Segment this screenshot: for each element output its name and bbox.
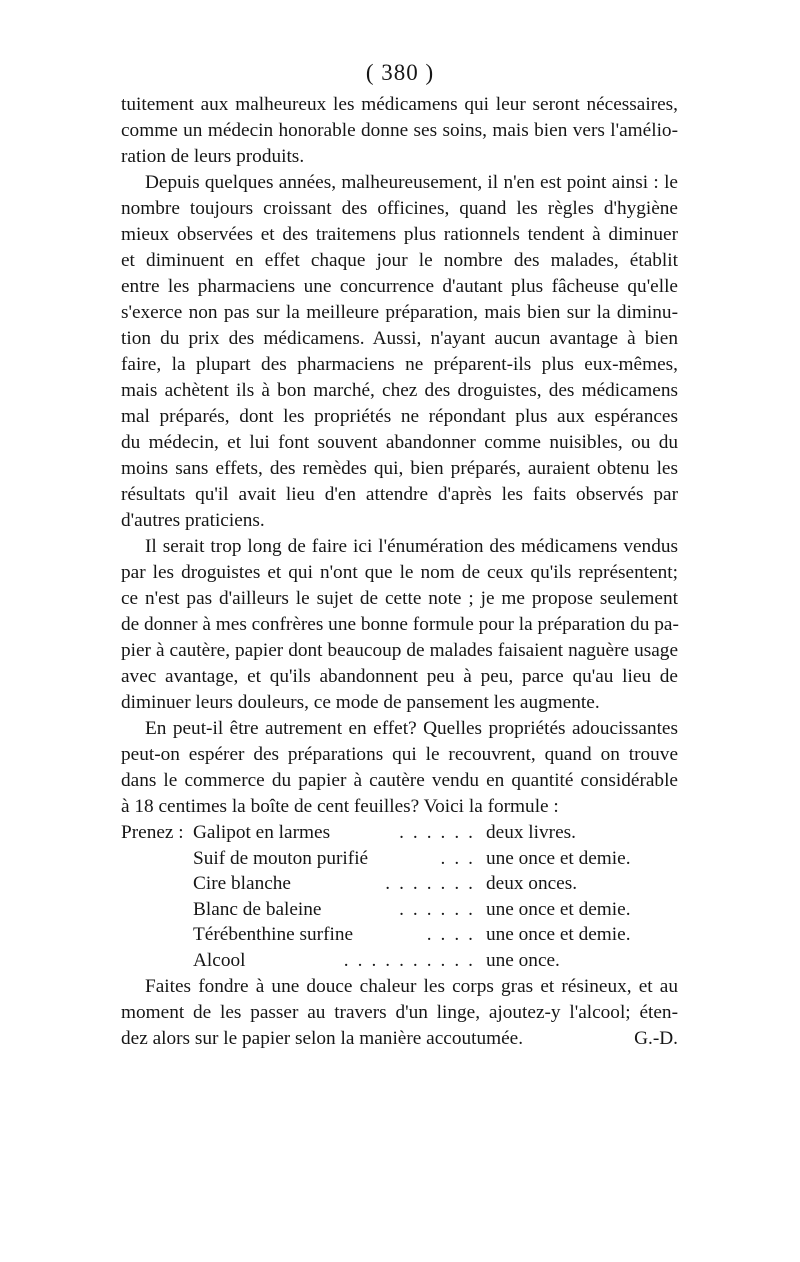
- ingredient-quantity: une once.: [486, 949, 560, 971]
- text-line: entre les pharmaciens une concurrence d'autant plus fâcheuse qu'elle: [121, 276, 678, 297]
- text-line: faire, la plupart des pharmaciens ne préparent-ils plus eux-mêmes,: [121, 354, 678, 375]
- ingredient-name: Suif de mouton purifié: [193, 847, 369, 869]
- ingredient-quantity: une once et demie.: [486, 924, 631, 946]
- text-line: pier à cautère, papier dont beaucoup de malades faisaient naguère usage: [121, 640, 678, 661]
- ingredient-quantity: une once et demie.: [486, 898, 631, 920]
- text-line: tion du prix des médicamens. Aussi, n'ayant aucun avantage à bien: [121, 328, 678, 349]
- text-line: et diminuent en effet chaque jour le nombre des malades, établit: [121, 250, 678, 271]
- ingredient-name: Alcool: [193, 949, 246, 971]
- text-line: mal préparés, dont les propriétés ne répondant plus aux espérances: [121, 406, 678, 427]
- ingredient-name: Térébenthine surfine: [193, 924, 354, 946]
- formula-row: [121, 922, 678, 948]
- paragraph-continuation: [121, 92, 678, 170]
- text-line: moment de les passer au travers d'un linge, ajoutez-y l'alcool; éten-: [121, 1001, 678, 1023]
- text-line: du médecin, et lui font souvent abandonner comme nuisibles, ou du: [121, 432, 678, 453]
- paragraph-droguistes: [121, 534, 678, 716]
- formula-row: [121, 897, 678, 923]
- text-line: de donner à mes confrères une bonne formule pour la préparation du pa-: [121, 614, 679, 635]
- ingredient-quantity: deux livres.: [486, 822, 576, 843]
- text-line: d'autres praticiens.: [121, 510, 265, 531]
- ingredient-name: Galipot en larmes: [193, 822, 331, 843]
- text-line: tuitement aux malheureux les médicamens qui leur seront nécessaires,: [121, 94, 678, 115]
- text-line: moins sans effets, des remèdes qui, bien préparés, auraient obtenu les: [121, 458, 678, 479]
- text-line: s'exerce non pas sur la meilleure préparation, mais bien sur la diminu-: [121, 302, 678, 323]
- leader-dots: ....: [426, 924, 482, 946]
- leader-dots: ...: [440, 847, 482, 869]
- text-line: dans le commerce du papier à cautère vendu en quantité considérable: [121, 770, 678, 791]
- prenez-label: Prenez :: [121, 822, 184, 843]
- ingredient-quantity: deux onces.: [486, 873, 578, 895]
- page-number: ( 380 ): [365, 60, 435, 85]
- text-line: nombre toujours croissant des officines, quand les règles d'hygiène: [121, 198, 678, 219]
- text-line: comme un médecin honorable donne ses soins, mais bien vers l'amélio-: [121, 120, 678, 141]
- leader-dots: .......: [385, 873, 482, 895]
- text-line: peut-on espérer des préparations qui le recouvrent, quand on trouve: [121, 744, 678, 765]
- ingredient-quantity: une once et demie.: [486, 847, 631, 869]
- formula-table: [121, 820, 678, 974]
- text-line: diminuer leurs douleurs, ce mode de pansement les augmente.: [121, 692, 600, 713]
- leader-dots: ..........: [343, 949, 482, 971]
- text-line: mais achètent ils à bon marché, chez des droguistes, des médicamens: [121, 380, 678, 401]
- paragraph-pharmacies: [121, 170, 678, 534]
- paragraph-instructions: [121, 974, 678, 1052]
- ingredient-name: Cire blanche: [193, 873, 291, 895]
- author-signature: G.-D.: [634, 1027, 678, 1049]
- leader-dots: ......: [399, 822, 482, 843]
- text-line: Faites fondre à une douce chaleur les corps gras et résineux, et au: [145, 975, 678, 997]
- formula-row: [121, 846, 678, 872]
- formula-row: [121, 871, 678, 897]
- text-line: avec avantage, et qu'ils abandonnent peu à peu, parce qu'au lieu de: [121, 666, 678, 687]
- text-line: En peut-il être autrement en effet? Quelles propriétés adoucissantes: [145, 718, 678, 739]
- text-line: dez alors sur le papier selon la manière accoutumée.: [121, 1027, 524, 1049]
- paragraph-question: [121, 716, 678, 820]
- text-line: à 18 centimes la boîte de cent feuilles? Voici la formule :: [121, 796, 559, 817]
- page-body: [121, 92, 678, 1052]
- text-line: Il serait trop long de faire ici l'énumération des médicamens vendus: [145, 536, 678, 557]
- text-line: ration de leurs produits.: [121, 146, 305, 167]
- text-line-with-signature: [121, 1026, 678, 1052]
- formula-row: [121, 820, 678, 846]
- text-line: résultats qu'il avait lieu d'en attendre d'après les faits observés par: [121, 484, 678, 505]
- text-line: ce n'est pas d'ailleurs le sujet de cette note ; je me propose seulement: [121, 588, 678, 609]
- formula-row: [121, 948, 678, 974]
- leader-dots: ......: [399, 898, 482, 920]
- text-line: mieux observées et des traitemens plus rationnels tendent à diminuer: [121, 224, 678, 245]
- ingredient-name: Blanc de baleine: [193, 898, 322, 920]
- text-line: par les droguistes et qui n'ont que le nom de ceux qu'ils représentent;: [121, 562, 678, 583]
- text-line: Depuis quelques années, malheureusement, il n'en est point ainsi : le: [145, 172, 678, 193]
